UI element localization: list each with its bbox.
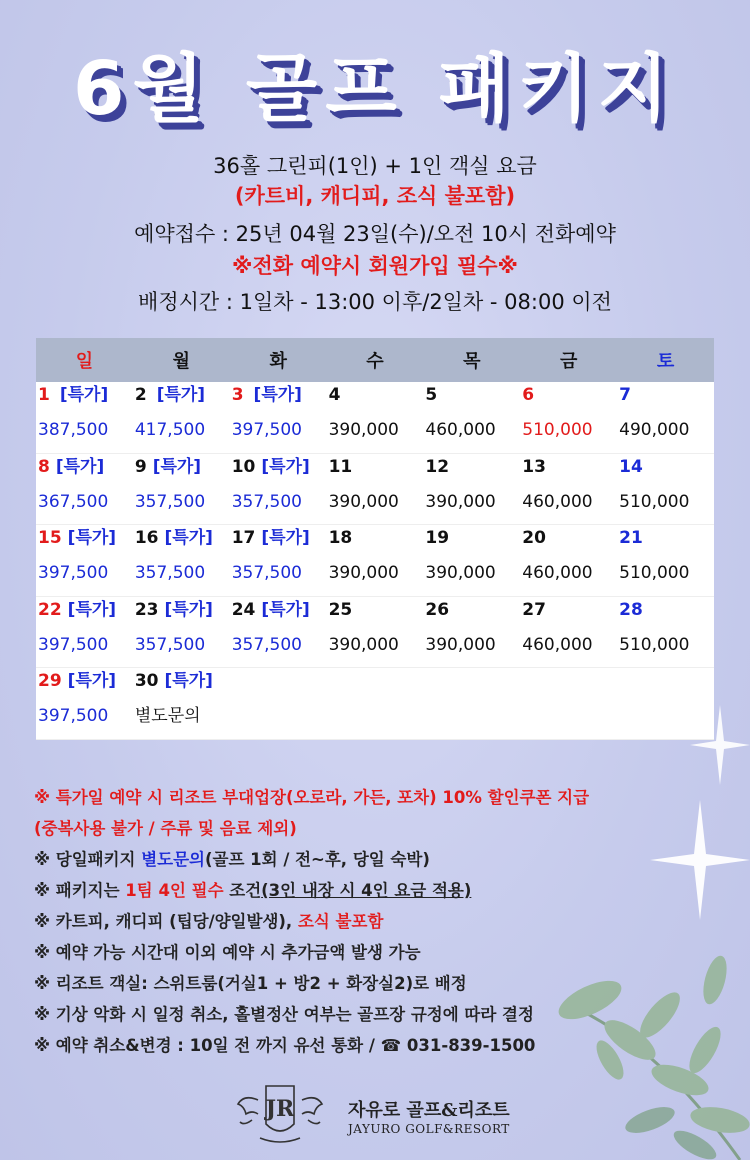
day-number: 18	[328, 528, 353, 549]
price-calendar	[36, 338, 714, 740]
day-price: 397,500	[38, 634, 109, 655]
day-number: 5	[425, 385, 438, 405]
note-text: 조건	[223, 881, 262, 900]
day-line	[329, 387, 424, 409]
special-price-tag: [특가]	[152, 456, 202, 477]
calendar-header	[36, 338, 714, 382]
day-price: 390,000	[328, 634, 399, 655]
day-price: 397,500	[38, 706, 109, 727]
day-number: 26	[425, 599, 450, 620]
day-price: 357,500	[231, 563, 303, 584]
calendar-day-cell	[423, 525, 520, 597]
day-line	[38, 673, 133, 695]
day-price: 390,000	[425, 563, 496, 584]
day-price: 397,500	[231, 420, 303, 440]
special-price-tag: [특가]	[164, 599, 213, 620]
calendar-day-cell	[230, 525, 327, 597]
special-price-tag: [특가]	[261, 599, 310, 620]
note-text: ※ 당일패키지	[34, 850, 142, 869]
resort-emblem-icon	[230, 1080, 330, 1148]
day-price: 357,500	[231, 491, 303, 512]
day-price: 390,000	[328, 563, 399, 584]
calendar-day-cell	[230, 382, 327, 454]
day-price: 510,000	[522, 420, 593, 440]
day-number: 21	[619, 528, 643, 549]
day-number: 19	[425, 528, 450, 549]
day-number: 16	[134, 528, 159, 549]
weekday-sun: 일	[75, 351, 94, 372]
day-line	[425, 599, 520, 624]
day-number: 20	[522, 528, 546, 549]
note-team-requirement	[34, 875, 724, 906]
note-extra-charge: ※ 예약 가능 시간대 이외 예약 시 추가금액 발생 가능	[34, 943, 421, 962]
calendar-day-cell	[327, 597, 424, 669]
day-price: 417,500	[134, 420, 206, 440]
resort-name-korean: 자유로 골프&리조트	[348, 1100, 510, 1121]
day-line	[231, 599, 327, 624]
day-price: 357,500	[231, 634, 303, 655]
day-line	[38, 599, 133, 624]
day-price: 510,000	[619, 563, 690, 584]
day-price: 490,000	[619, 420, 690, 440]
calendar-day-cell	[230, 597, 327, 669]
note-underlined: (3인 내장 시 4인 요금 적용)	[261, 881, 472, 900]
calendar-day-cell	[36, 668, 133, 740]
note-text: ※ 카트피, 캐디피 (팁당/양일발생),	[34, 912, 298, 931]
note-discount-coupon: ※ 특가일 예약 시 리조트 부대업장(오로라, 가든, 포차) 10% 할인쿠폰 지급	[34, 788, 590, 807]
day-number: 13	[522, 456, 546, 477]
day-line	[134, 456, 230, 481]
calendar-day-cell	[327, 454, 424, 526]
day-number: 10	[231, 456, 256, 477]
day-price: 390,000	[328, 491, 399, 512]
day-price: 357,500	[134, 491, 206, 512]
note-day-package	[34, 844, 724, 875]
day-line	[134, 599, 230, 624]
day-price: 390,000	[425, 634, 496, 655]
day-price: 510,000	[619, 634, 690, 655]
day-line	[135, 387, 230, 409]
calendar-day-cell	[423, 382, 520, 454]
day-number: 23	[134, 599, 159, 620]
special-price-tag: [특가]	[164, 528, 213, 549]
day-line	[328, 599, 424, 624]
note-highlight: 조식 불포함	[297, 912, 384, 931]
day-number: 30	[134, 671, 159, 692]
day-number: 8	[38, 456, 50, 477]
special-price-tag: [특가]	[55, 456, 105, 477]
calendar-day-cell	[36, 454, 133, 526]
calendar-day-cell	[36, 597, 133, 669]
day-number: 22	[38, 599, 62, 620]
tee-time-assignment: 배정시간 : 1일차 - 13:00 이후/2일차 - 08:00 이전	[138, 290, 612, 314]
note-room-type: ※ 리조트 객실: 스위트룸(거실1 + 방2 + 화장실2)로 배정	[34, 974, 467, 993]
day-line	[135, 673, 230, 695]
day-line	[522, 387, 617, 409]
day-number: 24	[231, 599, 256, 620]
day-line	[619, 599, 714, 624]
day-number: 12	[425, 456, 450, 477]
day-price: 460,000	[522, 491, 593, 512]
calendar-day-cell	[133, 597, 230, 669]
phone-icon: ☎	[380, 1036, 407, 1055]
calendar-empty-cell	[520, 668, 617, 740]
day-line	[425, 530, 520, 552]
day-price: 357,500	[134, 634, 206, 655]
day-line	[38, 456, 133, 481]
calendar-empty-cell	[327, 668, 424, 740]
note-coupon-exclusion: (중복사용 불가 / 주류 및 음료 제외)	[34, 819, 297, 838]
day-number: 1	[38, 385, 50, 405]
calendar-day-cell	[327, 525, 424, 597]
day-price: 별도문의	[134, 706, 201, 727]
resort-logo	[230, 1080, 530, 1150]
day-price: 460,000	[522, 563, 593, 584]
day-line	[619, 530, 714, 552]
day-line	[522, 456, 617, 481]
day-number: 4	[328, 385, 341, 405]
day-line	[231, 456, 327, 481]
calendar-empty-cell	[230, 668, 327, 740]
page-title: 6월 골프 패키지	[73, 46, 677, 132]
calendar-empty-cell	[423, 668, 520, 740]
day-price: 460,000	[522, 634, 593, 655]
special-price-tag: [특가]	[67, 528, 117, 549]
day-price: 387,500	[38, 420, 109, 440]
special-price-tag: [특가]	[59, 385, 109, 405]
membership-required-note: ※전화 예약시 회원가입 필수※	[232, 254, 518, 278]
note-cancellation	[34, 1030, 724, 1061]
calendar-day-cell	[617, 454, 714, 526]
note-text: ※ 예약 취소&변경 : 10일 전 까지 유선 통화 /	[34, 1036, 381, 1055]
day-price: 390,000	[328, 420, 399, 440]
weekday-fri: 금	[560, 351, 578, 372]
day-number: 6	[522, 385, 535, 405]
day-line	[38, 387, 133, 409]
phone-number[interactable]: 031-839-1500	[406, 1036, 536, 1055]
special-price-tag: [특가]	[253, 385, 302, 405]
notes-list	[34, 782, 724, 1061]
day-number: 17	[231, 528, 256, 549]
calendar-day-cell	[133, 525, 230, 597]
day-number: 28	[619, 599, 643, 620]
note-text: (골프 1회 / 전~후, 당일 숙박)	[205, 850, 430, 869]
special-price-tag: [특가]	[67, 599, 117, 620]
reservation-date: 예약접수 : 25년 04월 23일(수)/오전 10시 전화예약	[134, 222, 616, 246]
note-text: ※ 패키지는	[34, 881, 126, 900]
day-line	[38, 530, 133, 552]
calendar-day-cell	[423, 454, 520, 526]
day-line	[329, 530, 424, 552]
calendar-day-cell	[36, 525, 133, 597]
day-number: 15	[38, 528, 62, 549]
day-price: 397,500	[38, 563, 109, 584]
day-price: 460,000	[425, 420, 496, 440]
calendar-grid	[36, 382, 714, 740]
special-price-tag: [특가]	[261, 528, 310, 549]
calendar-day-cell	[36, 382, 133, 454]
day-number: 14	[619, 456, 643, 477]
calendar-day-cell	[617, 382, 714, 454]
weekday-wed: 수	[366, 351, 384, 372]
note-weather-policy: ※ 기상 악화 시 일정 취소, 홀별정산 여부는 골프장 규정에 따라 결정	[34, 1005, 534, 1024]
day-number: 3	[231, 385, 244, 405]
day-line	[619, 456, 714, 481]
day-line	[619, 387, 714, 409]
day-line	[232, 530, 327, 552]
day-number: 2	[134, 385, 147, 405]
calendar-day-cell	[617, 597, 714, 669]
special-price-tag: [특가]	[67, 671, 117, 692]
day-number: 9	[134, 456, 147, 477]
calendar-day-cell	[133, 454, 230, 526]
day-line	[425, 456, 520, 481]
package-description: 36홀 그린피(1인) + 1인 객실 요금	[213, 154, 537, 178]
calendar-day-cell	[520, 525, 617, 597]
weekday-mon: 월	[172, 351, 190, 372]
day-number: 7	[619, 385, 631, 405]
special-price-tag: [특가]	[164, 671, 213, 692]
calendar-day-cell	[617, 525, 714, 597]
day-price: 510,000	[619, 491, 690, 512]
note-highlight: 1팀 4인 필수	[125, 881, 224, 900]
day-price: 390,000	[425, 491, 496, 512]
day-line	[232, 387, 327, 409]
note-highlight: 별도문의	[141, 850, 205, 869]
resort-name-english: JAYURO GOLF&RESORT	[348, 1122, 510, 1136]
day-number: 29	[38, 671, 62, 692]
special-price-tag: [특가]	[261, 456, 310, 477]
calendar-day-cell	[520, 454, 617, 526]
day-price: 367,500	[38, 491, 109, 512]
day-price: 357,500	[134, 563, 206, 584]
calendar-empty-cell	[617, 668, 714, 740]
weekday-thu: 목	[463, 351, 481, 372]
calendar-day-cell	[133, 668, 230, 740]
excluded-fees-note: (카트비, 캐디피, 조식 불포함)	[234, 184, 516, 208]
special-price-tag: [특가]	[156, 385, 206, 405]
day-line	[328, 456, 424, 481]
svg-text:JR: JR	[265, 1096, 295, 1122]
day-number: 11	[328, 456, 353, 477]
day-number: 27	[522, 599, 546, 620]
day-line	[522, 599, 617, 624]
day-line	[135, 530, 230, 552]
calendar-day-cell	[230, 454, 327, 526]
day-line	[522, 530, 617, 552]
calendar-day-cell	[327, 382, 424, 454]
day-line	[425, 387, 520, 409]
day-number: 25	[328, 599, 353, 620]
weekday-sat: 토	[656, 351, 675, 372]
weekday-tue: 화	[269, 351, 287, 372]
calendar-day-cell	[520, 597, 617, 669]
calendar-day-cell	[133, 382, 230, 454]
calendar-day-cell	[423, 597, 520, 669]
note-cart-caddie-fees	[34, 906, 724, 937]
calendar-day-cell	[520, 382, 617, 454]
